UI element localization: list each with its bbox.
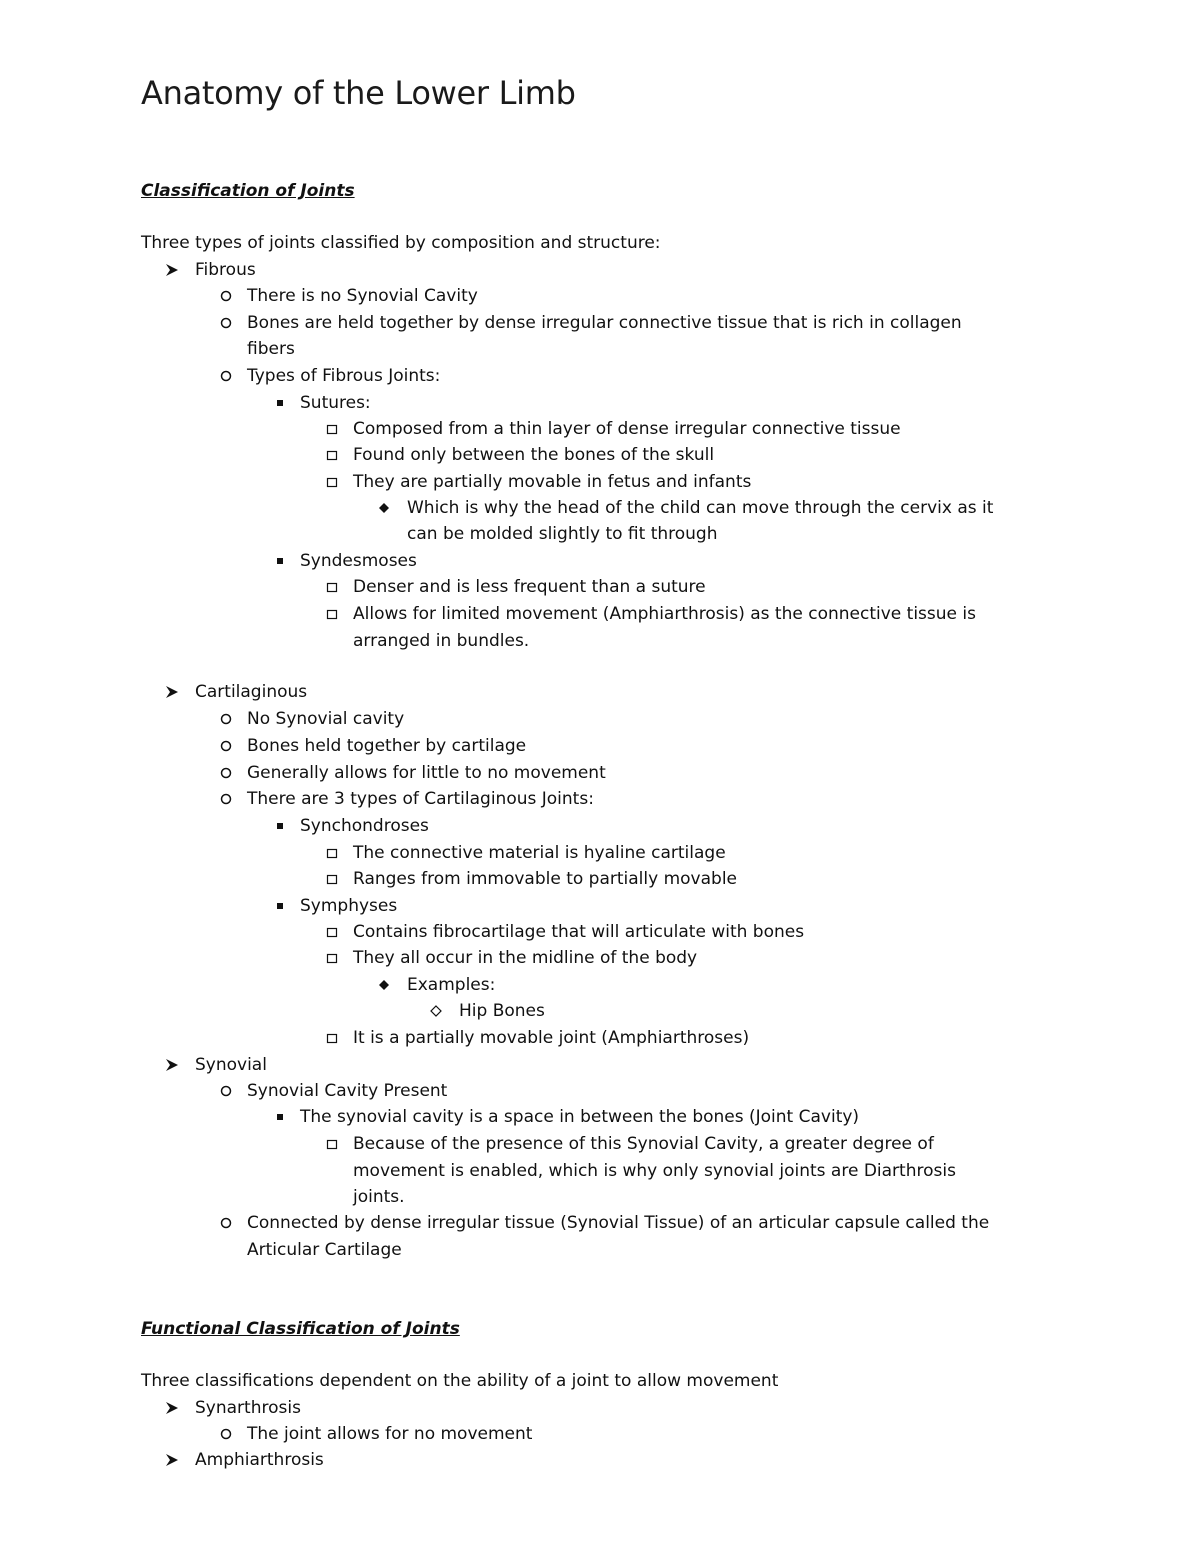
hollow-circle-bullet-icon <box>218 765 234 781</box>
list-item: The joint allows for no movement <box>247 1424 533 1444</box>
list-item: Ranges from immovable to partially movable <box>353 869 738 889</box>
hollow-square-bullet-icon <box>324 606 340 622</box>
list-item: Examples: <box>407 975 496 995</box>
list-item: Types of Fibrous Joints: <box>247 366 441 386</box>
list-item-cartilaginous: Cartilaginous <box>195 682 308 702</box>
hollow-square-bullet-icon <box>324 421 340 437</box>
hollow-square-bullet-icon <box>324 579 340 595</box>
list-item: Denser and is less frequent than a suture <box>353 577 706 597</box>
arrowhead-bullet-icon <box>164 1057 180 1073</box>
list-item: Hip Bones <box>459 1001 545 1021</box>
list-item-amphiarthrosis: Amphiarthrosis <box>195 1450 324 1470</box>
hollow-circle-bullet-icon <box>218 738 234 754</box>
hollow-circle-bullet-icon <box>218 368 234 384</box>
list-item: Because of the presence of this Synovial Cavity, a greater degree of <box>353 1134 934 1154</box>
list-item-synchondroses: Synchondroses <box>300 816 429 836</box>
list-item: Contains fibrocartilage that will articulate with bones <box>353 922 805 942</box>
hollow-square-bullet-icon <box>324 1136 340 1152</box>
section-heading-classification: Classification of Joints <box>141 181 355 201</box>
list-item: Connected by dense irregular tissue (Synovial Tissue) of an articular capsule called the <box>247 1213 990 1233</box>
list-item-symphyses: Symphyses <box>300 896 398 916</box>
hollow-square-bullet-icon <box>324 447 340 463</box>
list-item: There is no Synovial Cavity <box>247 286 478 306</box>
hollow-circle-bullet-icon <box>218 315 234 331</box>
section-intro: Three classifications dependent on the ability of a joint to allow movement <box>141 1371 779 1391</box>
list-item: They all occur in the midline of the body <box>353 948 698 968</box>
arrowhead-bullet-icon <box>164 1400 180 1416</box>
hollow-square-bullet-icon <box>324 1030 340 1046</box>
list-item: They are partially movable in fetus and infants <box>353 472 752 492</box>
list-item-synovial: Synovial <box>195 1055 267 1075</box>
list-item-continuation: arranged in bundles. <box>353 631 530 651</box>
list-item: Which is why the head of the child can move through the cervix as it <box>407 498 994 518</box>
hollow-circle-bullet-icon <box>218 288 234 304</box>
filled-square-bullet-icon <box>272 1109 288 1125</box>
hollow-square-bullet-icon <box>324 845 340 861</box>
section-heading-functional: Functional Classification of Joints <box>141 1319 460 1339</box>
list-item: Generally allows for little to no movement <box>247 763 606 783</box>
hollow-circle-bullet-icon <box>218 1215 234 1231</box>
list-item-syndesmoses: Syndesmoses <box>300 551 417 571</box>
list-item: Composed from a thin layer of dense irregular connective tissue <box>353 419 901 439</box>
hollow-diamond-bullet-icon <box>428 1003 444 1019</box>
hollow-circle-bullet-icon <box>218 1426 234 1442</box>
arrowhead-bullet-icon <box>164 1452 180 1468</box>
section-intro: Three types of joints classified by composition and structure: <box>141 233 661 253</box>
hollow-circle-bullet-icon <box>218 1083 234 1099</box>
hollow-square-bullet-icon <box>324 871 340 887</box>
list-item-fibrous: Fibrous <box>195 260 256 280</box>
list-item: The synovial cavity is a space in between the bones (Joint Cavity) <box>300 1107 860 1127</box>
list-item-continuation: movement is enabled, which is why only synovial joints are Diarthrosis <box>353 1161 956 1181</box>
list-item: No Synovial cavity <box>247 709 405 729</box>
hollow-square-bullet-icon <box>324 950 340 966</box>
list-item: The connective material is hyaline cartilage <box>353 843 726 863</box>
list-item-synarthrosis: Synarthrosis <box>195 1398 301 1418</box>
document-title: Anatomy of the Lower Limb <box>141 74 576 112</box>
list-item: Found only between the bones of the skull <box>353 445 715 465</box>
filled-diamond-bullet-icon <box>376 977 392 993</box>
list-item-continuation: fibers <box>247 339 295 359</box>
list-item: Allows for limited movement (Amphiarthrosis) as the connective tissue is <box>353 604 976 624</box>
filled-diamond-bullet-icon <box>376 500 392 516</box>
filled-square-bullet-icon <box>272 395 288 411</box>
list-item: Bones are held together by dense irregular connective tissue that is rich in collagen <box>247 313 962 333</box>
list-item: Bones held together by cartilage <box>247 736 527 756</box>
hollow-circle-bullet-icon <box>218 711 234 727</box>
arrowhead-bullet-icon <box>164 262 180 278</box>
hollow-square-bullet-icon <box>324 474 340 490</box>
filled-square-bullet-icon <box>272 818 288 834</box>
list-item-continuation: joints. <box>353 1187 405 1207</box>
arrowhead-bullet-icon <box>164 684 180 700</box>
filled-square-bullet-icon <box>272 898 288 914</box>
list-item: There are 3 types of Cartilaginous Joints: <box>247 789 594 809</box>
list-item-continuation: Articular Cartilage <box>247 1240 402 1260</box>
list-item: It is a partially movable joint (Amphiarthroses) <box>353 1028 750 1048</box>
hollow-square-bullet-icon <box>324 924 340 940</box>
list-item: Synovial Cavity Present <box>247 1081 448 1101</box>
list-item-sutures: Sutures: <box>300 393 371 413</box>
hollow-circle-bullet-icon <box>218 791 234 807</box>
list-item-continuation: can be molded slightly to fit through <box>407 524 718 544</box>
filled-square-bullet-icon <box>272 553 288 569</box>
